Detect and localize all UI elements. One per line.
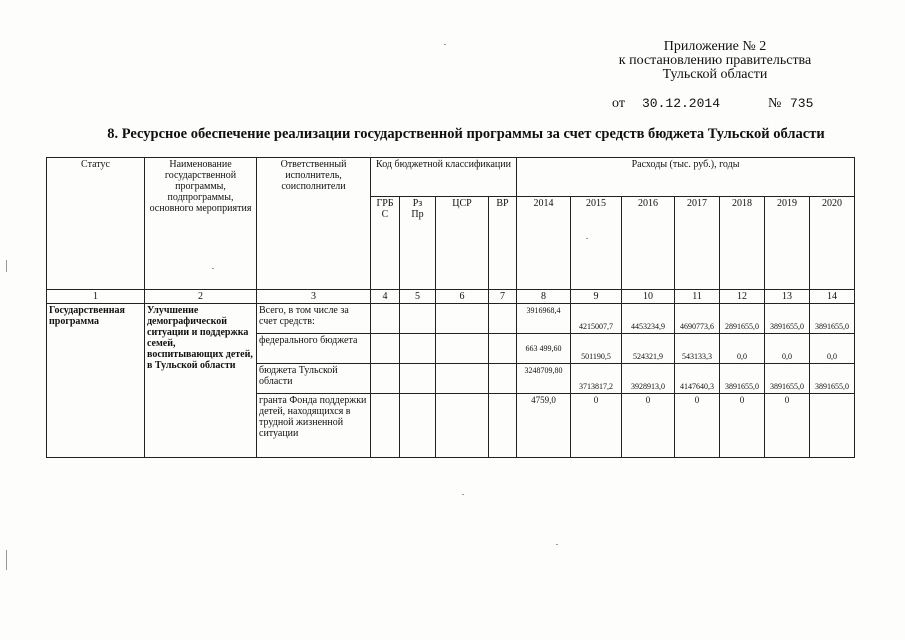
cell-grbs [371, 304, 400, 334]
column-number: 7 [489, 290, 517, 304]
cell-vr [489, 334, 517, 364]
cell-value: 524321,9 [622, 334, 675, 364]
page-title: 8. Ресурсное обеспечение реализации государственной программы за счет средств бюджета Тульской области [107, 126, 825, 142]
row-label: Всего, в том числе за счет средств: [257, 304, 371, 334]
budget-table [46, 157, 855, 458]
cell-csr [436, 304, 489, 334]
column-number: 2 [145, 290, 257, 304]
cell-rzpr [400, 304, 436, 334]
column-number: 13 [765, 290, 810, 304]
column-number: 4 [371, 290, 400, 304]
cell-value: 3713817,2 [571, 364, 622, 394]
number-prefix: № [768, 96, 782, 111]
column-number: 5 [400, 290, 436, 304]
scan-speck [556, 544, 558, 545]
header-year: 2014 [517, 197, 571, 290]
cell-value: 4147640,3 [675, 364, 720, 394]
cell-csr [436, 394, 489, 458]
cell-grbs [371, 334, 400, 364]
column-number: 11 [675, 290, 720, 304]
cell-value: 3928913,0 [622, 364, 675, 394]
header-name: Наименование государственной программы, подпрограммы, основного мероприятия [145, 158, 257, 290]
cell-value: 3891655,0 [765, 304, 810, 334]
cell-vr [489, 304, 517, 334]
column-number: 12 [720, 290, 765, 304]
cell-value: 3891655,0 [765, 364, 810, 394]
appendix-line-3: Тульской области [662, 67, 768, 82]
cell-csr [436, 334, 489, 364]
table-row [47, 304, 855, 334]
header-year: 2019 [765, 197, 810, 290]
appendix-line-2: к постановлению правительства [618, 53, 812, 68]
decree-number: 735 [790, 96, 814, 111]
scan-speck [462, 494, 464, 495]
cell-vr [489, 364, 517, 394]
cell-rzpr [400, 334, 436, 364]
header-grbs: ГРБ С [371, 197, 400, 290]
cell-grbs [371, 394, 400, 458]
header-executor: Ответственный исполнитель, соисполнители [257, 158, 371, 290]
cell-value: 0,0 [810, 334, 855, 364]
column-number: 8 [517, 290, 571, 304]
column-number: 14 [810, 290, 855, 304]
column-number-row [47, 290, 855, 304]
cell-value: 4215007,7 [571, 304, 622, 334]
row-label: гранта Фонда поддержки детей, находящихся в трудной жизненной ситуации [257, 394, 371, 458]
cell-value: 3248709,80 [517, 364, 571, 394]
cell-value: 3891655,0 [810, 304, 855, 334]
scan-speck [6, 550, 7, 570]
cell-value: 0 [720, 394, 765, 458]
column-number: 3 [257, 290, 371, 304]
header-row-1 [47, 158, 855, 197]
scan-speck [586, 238, 588, 239]
header-expenses-text: Расходы (тыс. руб.), годы [631, 159, 740, 170]
header-year: 2018 [720, 197, 765, 290]
header-vr: ВР [489, 197, 517, 290]
cell-rzpr [400, 394, 436, 458]
date-prefix: от [612, 96, 625, 111]
row-label: бюджета Тульской области [257, 364, 371, 394]
cell-value: 663 499,60 [517, 334, 571, 364]
appendix-line-1: Приложение № 2 [663, 39, 767, 54]
header-rzpr: Рз Пр [400, 197, 436, 290]
header-year: 2017 [675, 197, 720, 290]
scan-speck [6, 260, 7, 272]
cell-value: 3891655,0 [720, 364, 765, 394]
column-number: 6 [436, 290, 489, 304]
cell-vr [489, 394, 517, 458]
header-budget-code: Код бюджетной классификации [371, 158, 517, 197]
cell-value: 0,0 [765, 334, 810, 364]
cell-value: 3891655,0 [810, 364, 855, 394]
cell-value: 2891655,0 [720, 304, 765, 334]
cell-grbs [371, 364, 400, 394]
decree-date: 30.12.2014 [642, 96, 721, 111]
cell-value: 3916968,4 [517, 304, 571, 334]
header-expenses [517, 158, 855, 197]
cell-value [810, 394, 855, 458]
header-csr: ЦСР [436, 197, 489, 290]
header-status: Статус [47, 158, 145, 290]
cell-rzpr [400, 364, 436, 394]
row-label: федерального бюджета [257, 334, 371, 364]
cell-value: 0,0 [720, 334, 765, 364]
column-number: 1 [47, 290, 145, 304]
column-number: 9 [571, 290, 622, 304]
cell-value: 4690773,6 [675, 304, 720, 334]
cell-csr [436, 364, 489, 394]
program-name: Улучшение демографической ситуации и поддержка семей, воспитывающих детей, в Тульской области [145, 304, 257, 458]
cell-value: 0 [675, 394, 720, 458]
cell-value: 0 [622, 394, 675, 458]
header-year: 2015 [571, 197, 622, 290]
cell-value: 0 [571, 394, 622, 458]
cell-value: 0 [765, 394, 810, 458]
scan-speck [444, 44, 446, 45]
cell-value: 501190,5 [571, 334, 622, 364]
appendix-header [600, 40, 830, 82]
program-status: Государственная программа [47, 304, 145, 458]
cell-value: 4453234,9 [622, 304, 675, 334]
header-year: 2020 [810, 197, 855, 290]
scan-speck [212, 268, 214, 269]
header-year: 2016 [622, 197, 675, 290]
cell-value: 4759,0 [517, 394, 571, 458]
cell-value: 543133,3 [675, 334, 720, 364]
column-number: 10 [622, 290, 675, 304]
